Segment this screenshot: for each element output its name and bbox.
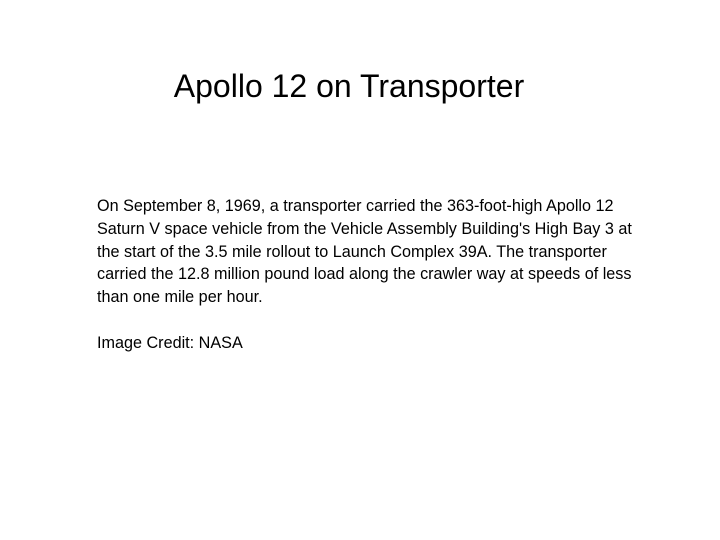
image-credit: Image Credit: NASA bbox=[97, 333, 243, 352]
slide-title: Apollo 12 on Transporter bbox=[173, 68, 525, 104]
slide-body bbox=[97, 195, 637, 355]
body-paragraph: On September 8, 1969, a transporter carried the 363-foot-high Apollo 12 Saturn V space vehicle from the Vehicle Assembly Building's High Bay 3 at the start of the 3.5 mile rollout to Launch Complex 39A. The transporter carried the 12.8 million pound load along the crawler way at speeds of less than one mile per hour. bbox=[97, 197, 632, 307]
